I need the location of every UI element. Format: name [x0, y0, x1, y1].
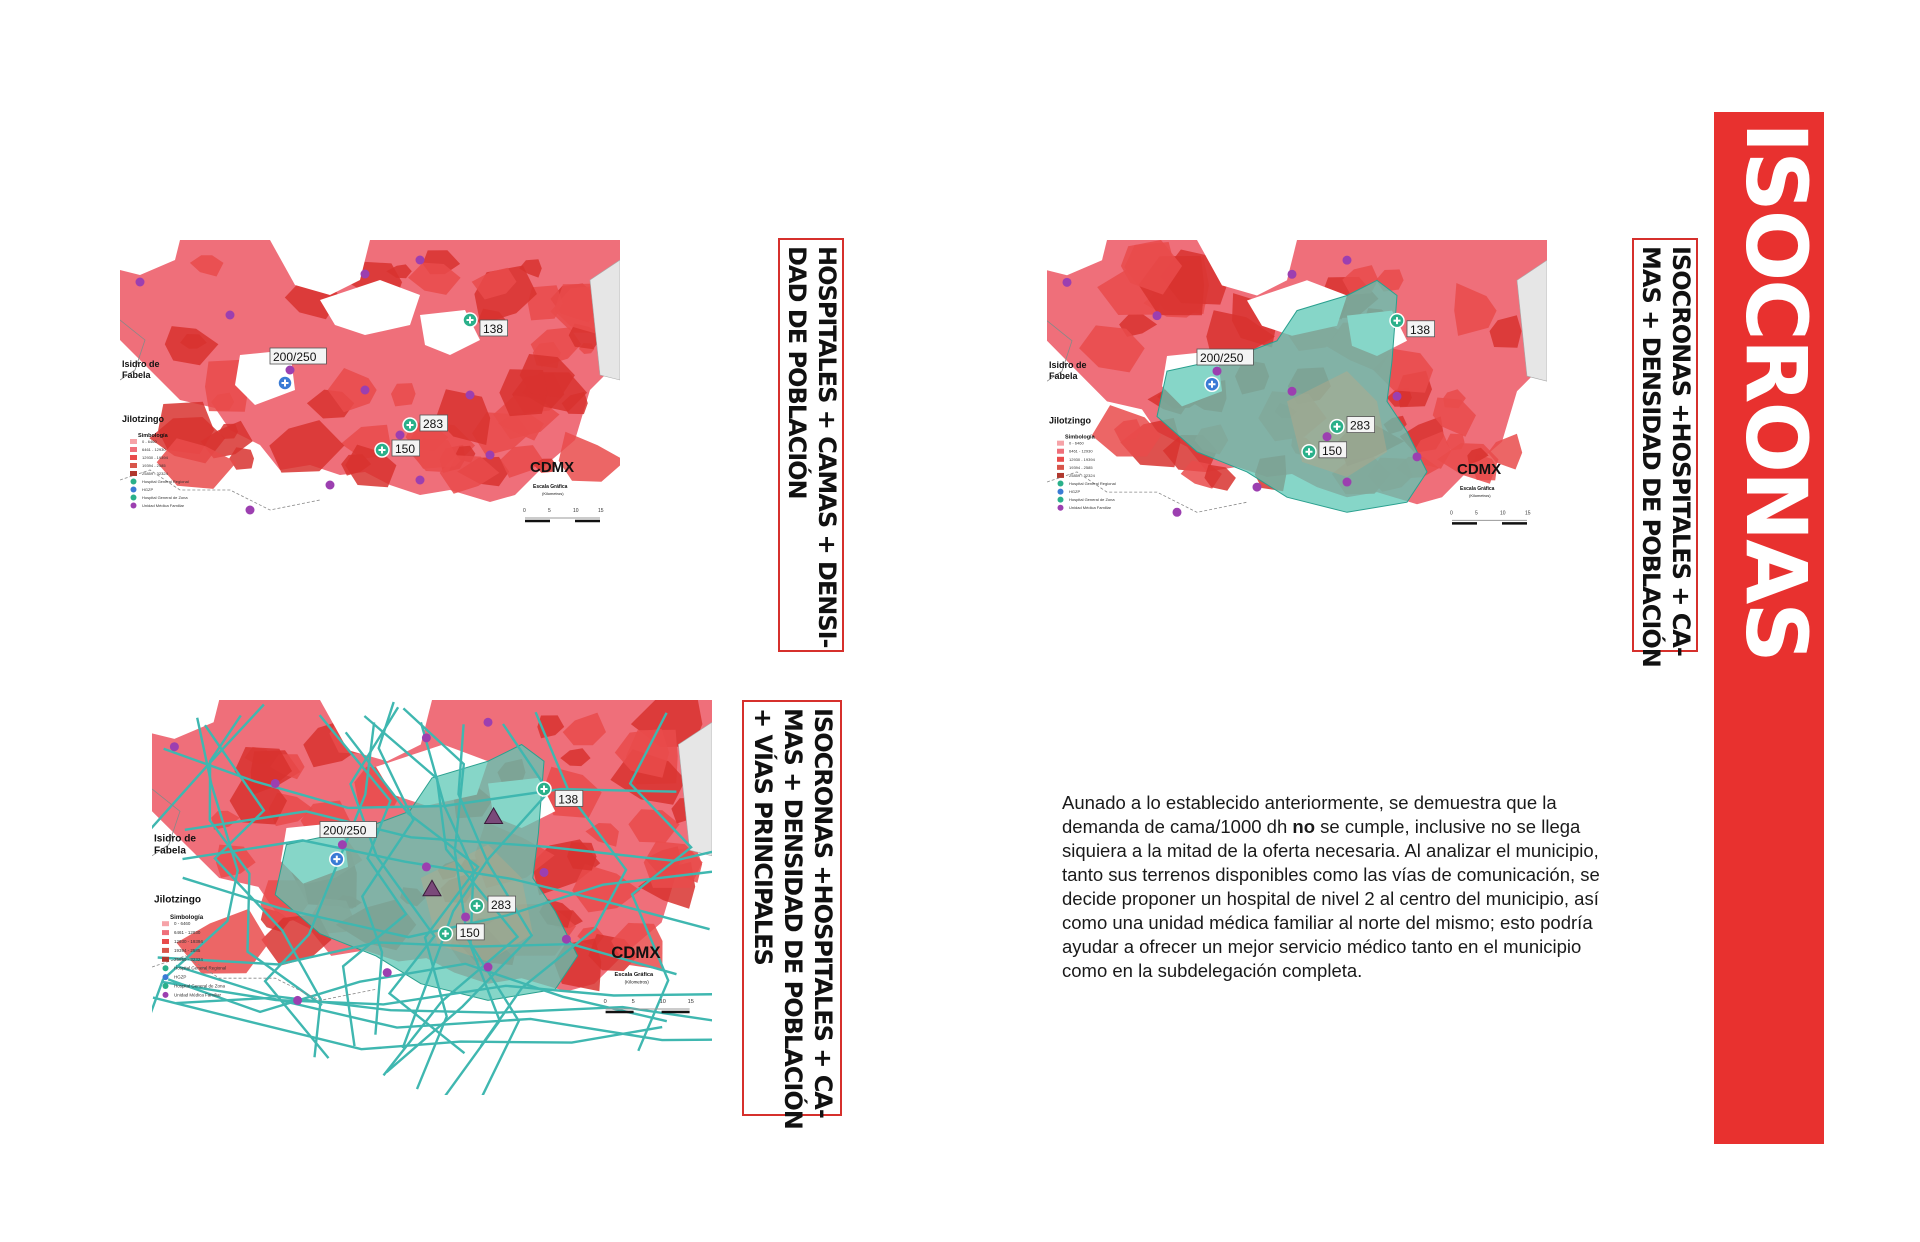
legend-item: 25859 - 32324: [1069, 472, 1095, 478]
clinic-icon: [383, 968, 392, 977]
clinic-icon: [361, 270, 370, 279]
legend-item: 6461 - 12930: [142, 447, 166, 452]
legend-title: Simbología: [138, 433, 168, 439]
place-label: Jilotzingo: [154, 894, 202, 906]
legend-title: Simbología: [170, 914, 204, 922]
scale-tick: 0: [523, 508, 526, 514]
clinic-icon: [466, 391, 475, 400]
place-label: Jilotzingo: [122, 414, 164, 424]
place-label: Fabela: [122, 370, 151, 380]
clinic-icon: [1253, 483, 1262, 492]
section-band: [1714, 112, 1824, 1144]
legend-swatch: [130, 471, 137, 476]
map-svg-1: [120, 240, 620, 595]
legend-item: 19394 - 2585: [142, 463, 166, 468]
legend-item: 25859 - 32324: [174, 956, 203, 962]
legend-icon: [163, 974, 169, 980]
legend-swatch: [130, 463, 137, 468]
legend-swatch: [162, 957, 169, 962]
legend-icon: [1058, 497, 1064, 503]
legend-item: 12930 - 19394: [174, 939, 203, 944]
panel-3-title-line-3: + VÍAS PRINCIPALES: [749, 708, 777, 965]
bed-count-label: 150: [459, 925, 480, 940]
clinic-icon: [136, 278, 145, 287]
legend-swatch: [1057, 473, 1064, 478]
legend-swatch: [1057, 457, 1064, 462]
legend-swatch: [130, 455, 137, 460]
panel-1-title-line-1: HOSPITALES + CAMAS + DENSI-: [813, 246, 841, 648]
panel-2-title: [1632, 238, 1698, 667]
scale-tick: 15: [598, 508, 604, 514]
legend-item: 25859 - 32324: [142, 471, 168, 476]
clinic-icon: [416, 256, 425, 265]
legend-item: Hospital General de Zona: [142, 495, 188, 500]
legend-item: 0 - 6460: [1069, 440, 1084, 446]
scale-units: (Kilometros): [542, 491, 564, 496]
paragraph-part-1: Aunado a lo establecido anteriormente, se demuestra que la demanda de cama/1000 dh: [1062, 792, 1557, 837]
clinic-icon: [396, 431, 405, 440]
clinic-icon: [1393, 392, 1402, 401]
place-label: Isidro de: [154, 833, 197, 845]
place-label: Jilotzingo: [1049, 415, 1091, 426]
clinic-icon: [540, 868, 549, 877]
scale-tick: 10: [1500, 510, 1506, 517]
legend-icon: [131, 503, 137, 509]
region-label: CDMX: [1457, 460, 1502, 478]
scale-tick: 10: [659, 998, 666, 1005]
panel-1-title: [778, 238, 844, 652]
place-label: Isidro de: [122, 359, 160, 369]
clinic-icon: [326, 481, 335, 490]
bed-count-label: 200/250: [273, 350, 317, 364]
section-band-title: ISOCRONAS: [1727, 122, 1825, 661]
clinic-icon: [422, 862, 431, 871]
legend-item: 6461 - 12930: [174, 930, 201, 936]
panel-3-title-line-2: MAS + DENSIDAD DE POBLACIÓN: [779, 708, 807, 1129]
map-panel-2: [1047, 240, 1547, 598]
clinic-icon: [1063, 278, 1072, 287]
legend-swatch: [162, 921, 169, 926]
scale-tick: 5: [1475, 510, 1478, 517]
main-road: [153, 998, 662, 1050]
bed-count-label: 283: [423, 417, 444, 431]
legend-item: 19394 - 2585: [174, 947, 201, 953]
map-svg-2: [1047, 240, 1547, 598]
bed-count-label: 150: [1322, 443, 1343, 458]
clinic-icon: [461, 912, 470, 921]
legend-icon: [163, 965, 169, 971]
legend-swatch: [162, 948, 169, 953]
clinic-icon: [170, 742, 179, 751]
clinic-icon: [293, 996, 302, 1005]
scale-title: Escala Gráfica: [614, 971, 654, 978]
bed-count-label: 150: [395, 442, 416, 456]
scale-tick: 0: [1450, 510, 1453, 517]
clinic-icon: [1343, 478, 1352, 487]
legend-icon: [131, 479, 137, 485]
paragraph-bold: no: [1292, 816, 1316, 837]
clinic-icon: [416, 476, 425, 485]
region-label: CDMX: [530, 459, 575, 476]
legend-icon: [1058, 505, 1064, 511]
clinic-icon: [422, 733, 431, 742]
legend-item: Unidad Médica Familiar: [142, 503, 185, 508]
legend-item: 0 - 6460: [142, 439, 157, 444]
map-panel-3: [152, 700, 712, 1095]
scale-tick: 5: [631, 998, 635, 1005]
clinic-icon: [1288, 270, 1297, 279]
legend-swatch: [1057, 441, 1064, 446]
scale-title: Escala Gráfica: [1460, 486, 1495, 493]
scale-tick: 15: [1525, 510, 1531, 517]
place-label: Fabela: [154, 845, 186, 857]
clinic-icon: [562, 935, 571, 944]
panel-1-title-line-2: DAD DE POBLACIÓN: [783, 246, 811, 499]
legend-item: Unidad Médica Familiar: [1069, 505, 1112, 511]
legend-item: HGZP: [1069, 489, 1081, 495]
clinic-icon: [246, 506, 255, 515]
legend-item: 19394 - 2585: [1069, 464, 1093, 470]
clinic-icon: [1413, 452, 1422, 461]
clinic-icon: [486, 451, 495, 460]
legend-icon: [131, 495, 137, 501]
scale-tick: 0: [603, 998, 607, 1005]
legend-item: 12930 - 19394: [142, 455, 168, 460]
scale-tick: 15: [687, 998, 694, 1005]
region-label: CDMX: [611, 943, 661, 963]
legend-item: 6461 - 12930: [1069, 448, 1093, 454]
panel-2-title-line-2: MAS + DENSIDAD DE POBLACIÓN: [1637, 246, 1665, 667]
legend-icon: [131, 487, 137, 493]
clinic-icon: [361, 386, 370, 395]
legend-item: Hospital General de Zona: [1069, 497, 1115, 503]
legend-item: Hospital General de Zona: [174, 983, 225, 989]
bed-count-label: 283: [1350, 418, 1371, 433]
legend-item: 0 - 6460: [174, 921, 191, 927]
panel-3-title-line-1: ISOCRONAS +HOSPITALES + CA-: [809, 708, 837, 1118]
legend-swatch: [162, 930, 169, 935]
legend-title: Simbología: [1065, 434, 1095, 441]
legend-icon: [1058, 481, 1064, 487]
legend-icon: [1058, 489, 1064, 495]
scale-tick: 10: [573, 508, 579, 514]
clinic-icon: [1288, 387, 1297, 396]
legend-swatch: [162, 939, 169, 944]
place-label: Isidro de: [1049, 360, 1087, 371]
legend-item: 12930 - 19394: [1069, 456, 1095, 462]
panel-3-title: [742, 700, 842, 1129]
legend-item: Hospital General Regional: [174, 965, 227, 971]
place-label: Fabela: [1049, 371, 1078, 382]
legend-swatch: [130, 439, 137, 444]
legend-item: Hospital General Regional: [142, 479, 189, 484]
clinic-icon: [1153, 311, 1162, 320]
clinic-icon: [1343, 256, 1352, 265]
clinic-icon: [271, 779, 280, 788]
legend-swatch: [130, 447, 137, 452]
bed-count-label: 138: [558, 792, 579, 807]
map-panel-1: [120, 240, 620, 595]
bed-count-label: 283: [491, 898, 512, 913]
scale-units: (Kilometros): [1469, 493, 1491, 499]
clinic-icon: [286, 366, 295, 375]
clinic-icon: [1173, 508, 1182, 517]
clinic-icon: [1213, 367, 1222, 376]
map-svg-3: [152, 700, 712, 1095]
bed-count-label: 138: [483, 322, 504, 336]
bed-count-label: 138: [1410, 322, 1431, 337]
legend-icon: [163, 983, 169, 989]
scale-title: Escala Gráfica: [533, 484, 568, 490]
legend-item: HGZP: [142, 487, 154, 492]
paragraph-part-2: se cumple, inclusive no se llega siquiera a la mitad de la oferta necesaria. Al analizar el municipio, tanto sus terrenos disponibles como las vías de comunicación, se decide proponer un hospital de nivel 2 al centro del municipio, así como una unidad médica familiar al norte del mismo; esto podría ayudar a ofrecer un mejor servicio médico tanto en el municipio como en la subdelegación completa.: [1062, 816, 1600, 981]
legend-swatch: [1057, 465, 1064, 470]
clinic-icon: [484, 963, 493, 972]
legend-icon: [163, 992, 169, 998]
clinic-icon: [226, 311, 235, 320]
description-paragraph: [1062, 791, 1602, 983]
legend-swatch: [1057, 449, 1064, 454]
clinic-icon: [1323, 432, 1332, 441]
bed-count-label: 200/250: [323, 823, 367, 838]
bed-count-label: 200/250: [1200, 351, 1244, 366]
clinic-icon: [338, 840, 347, 849]
panel-2-title-line-1: ISOCRONAS +HOSPITALES + CA-: [1667, 246, 1695, 656]
clinic-icon: [484, 718, 493, 727]
scale-tick: 5: [548, 508, 551, 514]
scale-units: (Kilometros): [624, 979, 649, 985]
legend-item: Hospital General Regional: [1069, 481, 1116, 487]
legend-item: HGZP: [174, 974, 187, 980]
legend-item: Unidad Médica Familiar: [174, 992, 221, 998]
